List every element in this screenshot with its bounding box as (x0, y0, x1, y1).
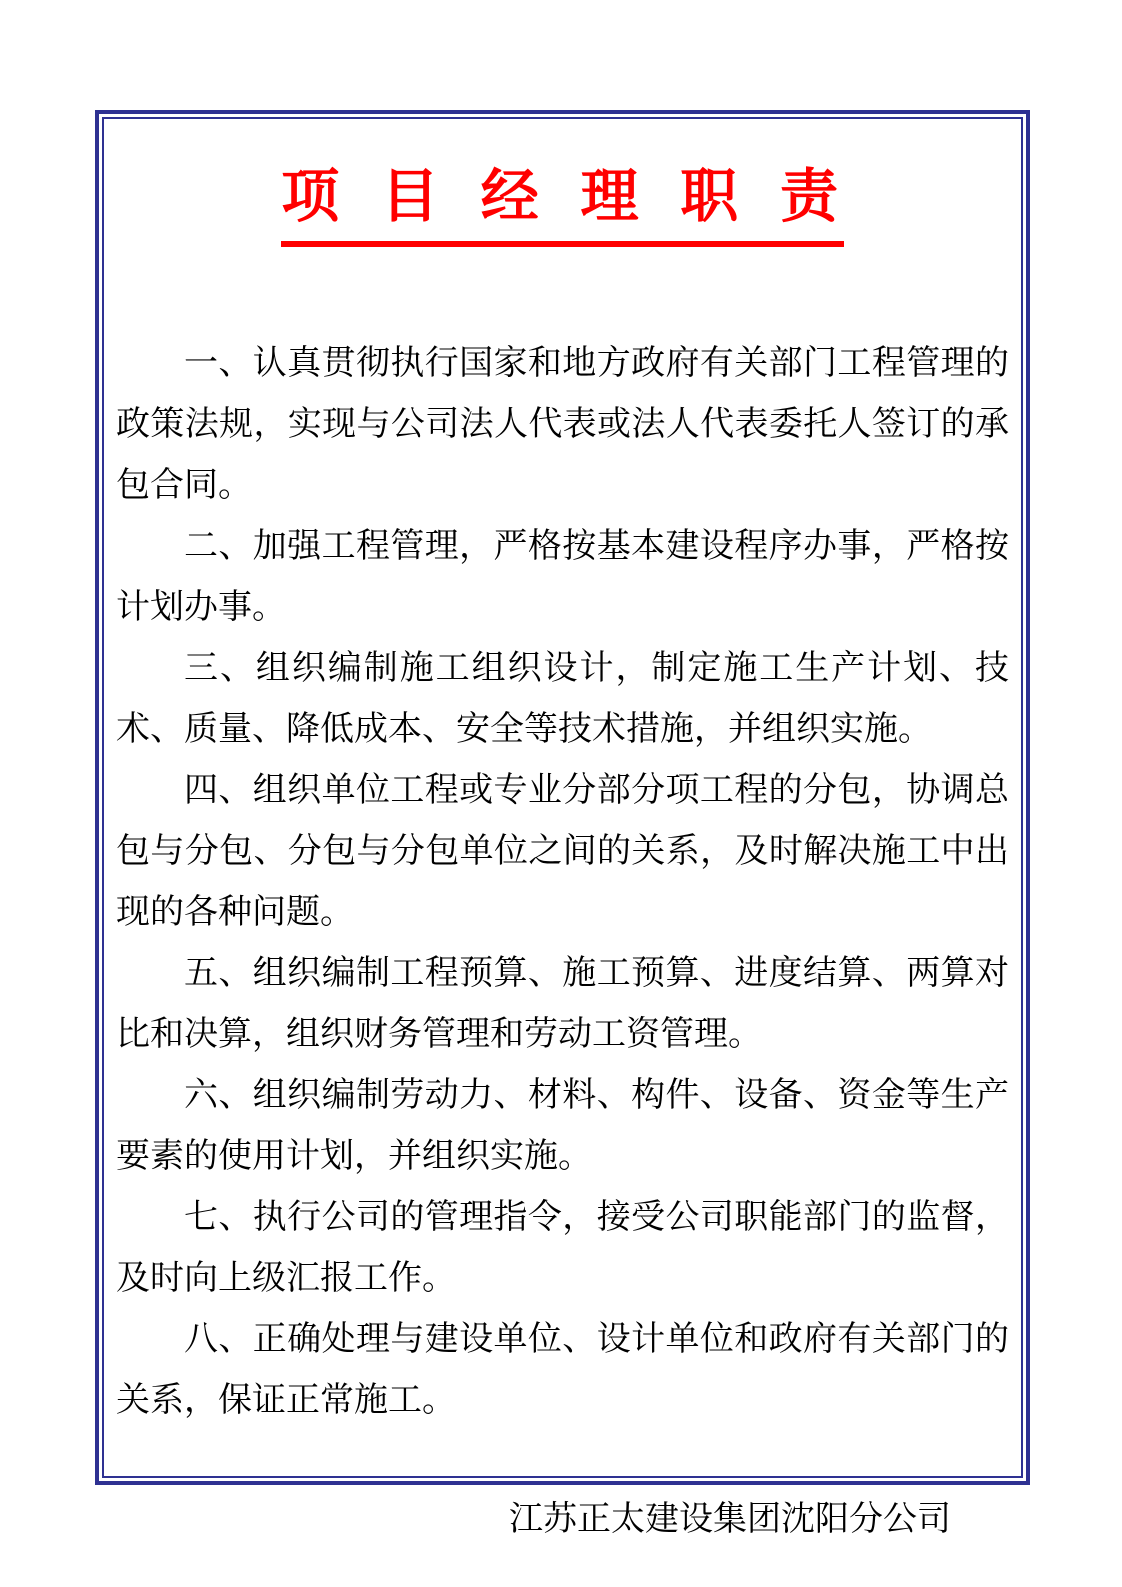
paragraph-1: 一、认真贯彻执行国家和地方政府有关部门工程管理的政策法规，实现与公司法人代表或法人代表委托人签订的承包合同。 (116, 345, 1009, 504)
page-border-outer (95, 110, 1030, 1538)
title-underline (281, 149, 880, 247)
paragraph-8: 八、正确处理与建设单位、设计单位和政府有关部门的关系，保证正常施工。 (116, 1321, 1009, 1419)
paragraph-3: 三、组织编制施工组织设计，制定施工生产计划、技术、质量、降低成本、安全等技术措施，并组织实施。 (116, 650, 1009, 748)
paragraph-5: 五、组织编制工程预算、施工预算、进度结算、两算对比和决算，组织财务管理和劳动工资管理。 (116, 955, 1009, 1053)
paragraph-2: 二、加强工程管理，严格按基本建设程序办事，严格按计划办事。 (116, 528, 1009, 626)
document-title: 项目经理职责 (281, 164, 880, 229)
signature: 江苏正太建设集团沈阳分公司 (509, 1501, 951, 1538)
title-row (116, 149, 1009, 247)
page-border-inner (102, 117, 1023, 1538)
document-body (116, 333, 1009, 1431)
paragraph-7: 七、执行公司的管理指令，接受公司职能部门的监督，及时向上级汇报工作。 (116, 1199, 1009, 1297)
paragraph-6: 六、组织编制劳动力、材料、构件、设备、资金等生产要素的使用计划，并组织实施。 (116, 1077, 1009, 1175)
paragraph-4: 四、组织单位工程或专业分部分项工程的分包，协调总包与分包、分包与分包单位之间的关系，及时解决施工中出现的各种问题。 (116, 772, 1009, 931)
